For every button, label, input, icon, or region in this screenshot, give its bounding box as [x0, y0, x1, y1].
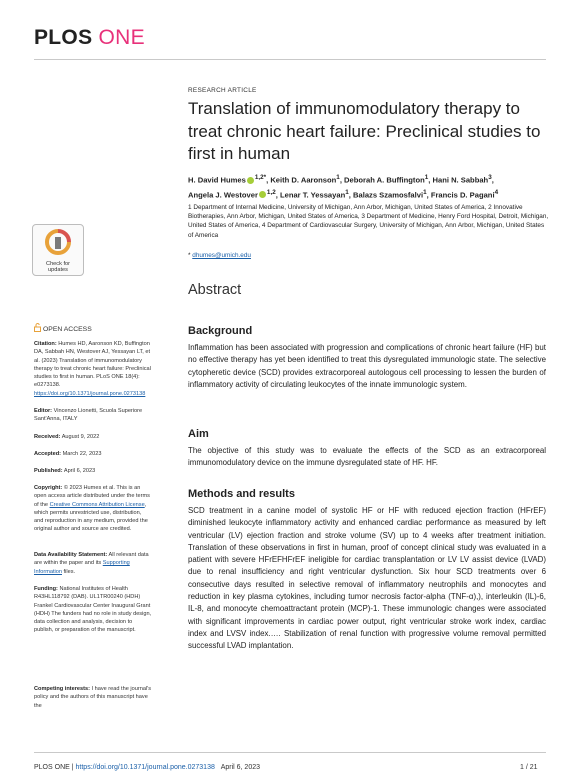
footer-date: April 6, 2023: [220, 764, 261, 771]
author-name[interactable]: , Hani N. Sabbah: [428, 175, 489, 185]
badge-line-1: Check for: [46, 261, 70, 267]
author-separator: ,: [491, 175, 494, 185]
editor-block: [34, 407, 152, 424]
corresponding-email: [188, 252, 251, 259]
editor-text: Vincenzo Lionetti, Scuola Superiore Sant'Anna, ITALY: [34, 408, 143, 423]
aim-heading: Aim: [188, 428, 209, 440]
author-name[interactable]: , Lenar T. Yessayan: [275, 190, 346, 200]
author-affil: 4: [494, 188, 499, 196]
author-affil: 3: [488, 174, 492, 181]
citation-doi-link[interactable]: https://doi.org/10.1371/journal.pone.0273138: [34, 390, 146, 397]
check-for-updates-badge[interactable]: [32, 224, 84, 276]
article-type-label: RESEARCH ARTICLE: [188, 87, 257, 94]
received-date: August 9, 2022: [61, 434, 100, 440]
author-name[interactable]: , Deborah A. Buffington: [339, 175, 425, 185]
author-name[interactable]: Angela J. Westover: [188, 190, 258, 200]
journal-logo: [34, 26, 145, 50]
supporting-info-link[interactable]: Supporting Information: [34, 560, 130, 575]
copyright-block: [34, 484, 152, 534]
email-link[interactable]: dhumes@umich.edu: [192, 252, 251, 259]
email-prefix: *: [188, 252, 193, 259]
funding-block: [34, 585, 152, 635]
author-affil: 1: [345, 188, 349, 196]
competing-interests-label: Competing interests:: [34, 686, 90, 692]
editor-label: Editor:: [34, 408, 53, 414]
accepted-block: [34, 450, 152, 458]
footer-separator: |: [69, 764, 76, 771]
citation-text: Humes HD, Aaronson KD, Buffington DA, Sabbah HN, Westover AJ, Yessayan LT, et al. (2023) Translation of immunomodulatory therapy to treat chronic heart failure: Preclinical studies to first in human. PLoS ONE 18(4): e0273138.: [34, 341, 151, 389]
methods-heading: Methods and results: [188, 488, 295, 500]
orcid-icon[interactable]: [247, 177, 254, 184]
logo-plos: PLOS: [34, 26, 93, 49]
methods-text: SCD treatment in a canine model of systolic HF or HF with reduced ejection fraction (HFrEF) diminished leukocyte inflammatory activity and enhanced cardiac performance as measured by left ventricular (LV) ejection fraction and stroke volume (SV) up to 4 weeks after treatment initiation. Translation of these observations in first in human, proof of concept clinical study was evaluated in a patient with severe HFrEFHFrEF ineligible for cardiac transplantation or LV LV assist device (LVAD) due to renal insufficiency and right ventricular dysfunction. Six hour SCD treatments over 6 consecutive days resulted in selective removal of inflammatory neutrophils and monocytes and reduction in key plasma cytokines, including tumor necrosis factor-alpha (TNF-α),), interleukin (IL)-6, IL-8, and monocyte chemoattractant protein (MCP)-1. These immunologic changes were associated with significant improvements in cardiac power output, right ventricular stroke work index, cardiac index and LVSV index.…. Stabilization of renal function with progressive volume removal permitted successful LVAD implantation.: [188, 506, 546, 651]
footer-divider: [34, 752, 546, 753]
copyright-label: Copyright:: [34, 485, 63, 491]
author-affil: 1: [424, 174, 429, 181]
author-affil: 1: [423, 188, 427, 196]
abstract-heading: Abstract: [188, 282, 242, 298]
published-block: [34, 467, 152, 475]
author-name[interactable]: , Keith D. Aaronson: [266, 175, 337, 185]
author-affil: 1: [336, 174, 340, 181]
published-date: April 6, 2023: [63, 468, 96, 474]
author-name[interactable]: H. David Humes: [188, 175, 246, 185]
page-footer: [34, 764, 260, 771]
update-ribbon-icon: [43, 229, 73, 255]
author-name[interactable]: , Francis D. Pagani: [426, 190, 495, 200]
badge-line-2: updates: [48, 267, 68, 274]
logo-one: ONE: [92, 26, 145, 49]
open-access-label: [34, 323, 92, 333]
data-availability-end: files.: [63, 568, 76, 575]
copyright-text: © 2023 Humes et al. This is an open access article distributed under the terms of the: [34, 485, 150, 508]
accepted-label: Accepted:: [34, 451, 62, 457]
received-label: Received:: [34, 434, 61, 440]
accepted-date: March 22, 2023: [62, 451, 102, 457]
competing-interests-block: [34, 685, 152, 710]
aim-text: The objective of this study was to evaluate the effects of the SCD as an extracorporeal immunomodulatory device on the immune dysregulated state of HF. HF.: [188, 446, 546, 468]
badge-label: [33, 261, 83, 274]
citation-block: [34, 340, 152, 398]
funding-label: Funding:: [34, 586, 58, 592]
page-number: 1 / 21: [520, 764, 538, 771]
published-label: Published:: [34, 468, 63, 474]
received-block: [34, 433, 152, 441]
article-title: Translation of immunomodulatory therapy to treat chronic heart failure: Preclinical studies to first in human: [188, 99, 541, 163]
data-availability-text: All relevant data are within the paper and its: [34, 552, 149, 567]
data-availability-label: Data Availability Statement:: [34, 552, 108, 558]
author-list: [188, 172, 548, 201]
author-name[interactable]: , Balazs Szamosfalvi: [348, 190, 424, 200]
header-divider: [34, 59, 546, 60]
orcid-icon[interactable]: [259, 191, 266, 198]
citation-label: Citation:: [34, 341, 57, 347]
license-link[interactable]: Creative Commons Attribution License: [49, 501, 145, 508]
author-affil: 1,2*: [254, 174, 267, 181]
competing-interests-text: I have read the journal's policy and the authors of this manuscript have the: [34, 686, 152, 709]
affiliations: 1 Department of Internal Medicine, University of Michigan, Ann Arbor, Michigan, United States of America, 2 Innovative Biotherapies, Ann Arbor, Michigan, United States of America, 3 Department of Medicine, Henry Ford Hospital, Detroit, Michigan, United States of America, 4 Department of Cardiovascular Surgery, University of Michigan, Ann Arbor, Michigan, United States of America: [188, 204, 549, 239]
funding-text: National Institutes of Health R43HL118792 (DAB). UL1TR00240 (HDH) Frankel Cardiovascular Center Inaugural Grant (HDH) The funders had no role in study design, data collection and analysis, decision to publish, or preparation of the manuscript.: [34, 586, 152, 634]
copyright-text-end: , which permits unrestricted use, distribution, and reproduction in any medium, provided the original author and source are credited.: [34, 501, 148, 533]
open-access-text: OPEN ACCESS: [43, 326, 92, 333]
background-text: Inflammation has been associated with progression and complications of chronic heart failure (HF) but no effective therapy has yet been identified to treat this dysregulated immunologic state. The selective cytopheretic device (SCD) provides extracorporeal autologous cell processing to lessen the burden of inflammatory activity of circulating leukocytes of the innate immunologic system.: [188, 343, 546, 389]
author-affil: 1,2: [266, 188, 276, 196]
footer-doi-link[interactable]: https://doi.org/10.1371/journal.pone.0273138: [75, 764, 215, 771]
open-lock-icon: [34, 323, 41, 332]
data-availability-block: [34, 551, 152, 576]
footer-journal: PLOS ONE: [34, 764, 70, 771]
background-heading: Background: [188, 325, 253, 337]
